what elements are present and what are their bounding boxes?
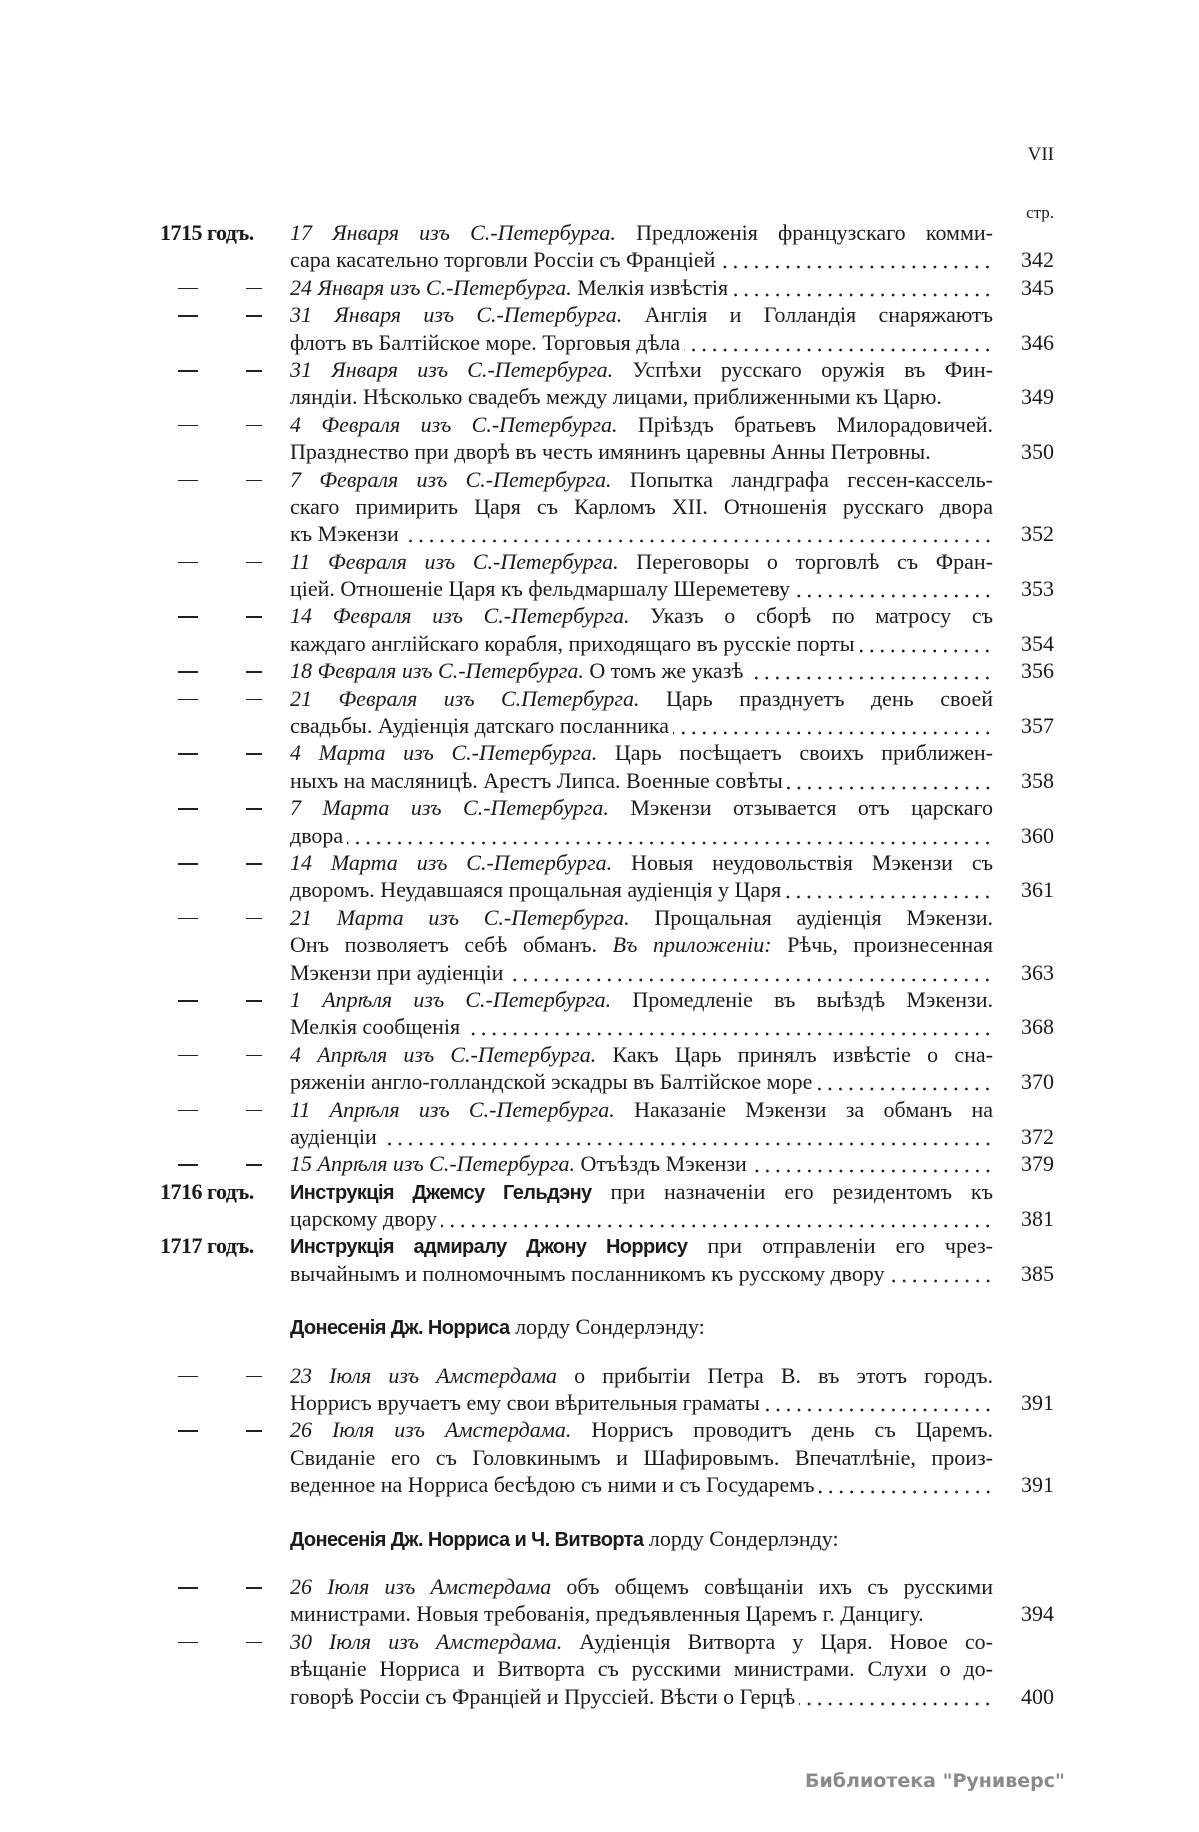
ditto-dash <box>178 480 198 482</box>
toc-row <box>0 630 1199 657</box>
ditto-dash <box>178 425 198 427</box>
toc-row <box>0 602 1199 629</box>
ditto-dash <box>246 1430 262 1432</box>
ditto-dash <box>178 370 198 372</box>
toc-row <box>0 548 1199 575</box>
ditto-dash <box>178 808 198 810</box>
dispatch-date: 1 Апрѣля изъ С.-Петербурга. <box>290 986 612 1012</box>
library-watermark: Библиотека "Руниверс" <box>805 1770 1065 1792</box>
ditto-dash <box>246 753 262 755</box>
ditto-dash <box>178 1110 198 1112</box>
entry-text: Царь посѣщаетъ своихъ приближен- <box>597 740 993 766</box>
entry-line <box>290 1313 993 1342</box>
entry-text: скаго примирить Царя съ Карломъ XII. Отношенія русскаго двора <box>290 493 993 519</box>
entry-line <box>290 876 993 903</box>
toc-row <box>0 1416 1199 1443</box>
entry-text <box>290 630 854 657</box>
entry-line <box>290 246 993 273</box>
entry-text <box>290 1068 812 1095</box>
entry-line <box>290 1362 993 1389</box>
toc-row <box>0 438 1199 465</box>
page-number[interactable]: 360 <box>1021 822 1054 848</box>
entry-text: сара касательно торговли Россіи съ Франціей <box>290 247 716 273</box>
toc-row <box>0 1600 1199 1627</box>
bold-title: Донесенія Дж. Норриса <box>290 1317 510 1340</box>
ditto-dash <box>178 1164 198 1166</box>
entry-text: Прощальная аудіенція Мэкензи. <box>629 904 993 930</box>
entry-text: Свиданіе его съ Головкинымъ и Шафировымъ. Впечатлѣніе, произ- <box>290 1444 993 1470</box>
ditto-dash <box>246 1642 262 1644</box>
toc-row <box>0 466 1199 493</box>
dispatch-date: 31 Января изъ С.-Петербурга. <box>290 356 614 382</box>
entry-line <box>290 1260 993 1287</box>
toc-row <box>0 794 1199 821</box>
toc-row <box>0 876 1199 903</box>
dispatch-date: 21 Февраля изъ С.Петербурга. <box>290 685 640 711</box>
toc-row <box>0 1389 1199 1416</box>
leader-dots <box>794 575 993 602</box>
leader-dots <box>347 822 993 849</box>
entry-line <box>290 1444 993 1471</box>
ditto-dash <box>246 288 262 290</box>
page-number[interactable]: 400 <box>1021 1683 1054 1709</box>
entry-text: объ общемъ совѣщаніи ихъ съ русскими <box>551 1573 993 1599</box>
toc-row <box>0 493 1199 520</box>
entry-text <box>290 438 931 465</box>
entry-line <box>290 1573 993 1600</box>
ditto-dash <box>246 370 262 372</box>
entry-line <box>290 520 993 547</box>
page-number[interactable]: 379 <box>1021 1151 1054 1177</box>
entry-text: флотъ въ Балтійское море. Торговыя дѣла <box>290 329 681 355</box>
entry-line <box>290 1471 993 1498</box>
year-label: 1717 годъ. <box>160 1233 254 1259</box>
entry-text: лорду Сондерлэнду: <box>643 1525 839 1551</box>
toc-row <box>0 822 1199 849</box>
entry-line <box>290 767 993 794</box>
dispatch-date: Въ приложеніи: <box>612 932 772 958</box>
dispatch-date: 26 Іюля изъ Амстердама <box>290 1573 552 1599</box>
entry-text: Отъѣздъ Мэкензи <box>575 1151 747 1177</box>
page-number[interactable]: 391 <box>1021 1390 1054 1416</box>
leader-dots <box>799 1683 993 1710</box>
entry-line <box>290 986 993 1013</box>
entry-line <box>290 1096 993 1123</box>
year-label: 1715 годъ. <box>160 220 254 245</box>
toc-row <box>0 301 1199 328</box>
entry-text: дворомъ. Неудавшаяся прощальная аудіенція у Царя <box>290 877 782 903</box>
dispatch-date: 7 Марта изъ С.-Петербурга. <box>290 795 609 821</box>
toc-row <box>0 1013 1199 1040</box>
ditto-dash <box>178 616 198 618</box>
leader-dots <box>507 959 993 986</box>
entry-line <box>290 1416 993 1443</box>
ditto-dash <box>178 1376 198 1378</box>
ditto-dash <box>246 562 262 564</box>
toc-row <box>0 1041 1199 1068</box>
entry-line <box>290 739 993 766</box>
entry-text: Мэкензи при аудіенціи <box>290 959 504 985</box>
toc-row <box>0 685 1199 712</box>
dispatch-date: 11 Февраля изъ С.-Петербурга. <box>290 548 619 574</box>
entry-line <box>290 1683 993 1710</box>
dispatch-date: 23 Іюля изъ Амстердама <box>290 1362 557 1388</box>
entry-line <box>290 959 993 986</box>
entry-text: лорду Сондерлэнду: <box>509 1314 705 1340</box>
leader-dots <box>751 1150 993 1177</box>
toc-row <box>0 1362 1199 1389</box>
entry-text: говорѣ Россіи съ Франціей и Пруссіей. Вѣсти о Герцѣ <box>290 1683 796 1709</box>
page-number[interactable]: 372 <box>1021 1123 1054 1149</box>
page-number[interactable]: 394 <box>1021 1601 1054 1627</box>
ditto-dash <box>178 1055 198 1057</box>
ditto-dash <box>246 425 262 427</box>
leader-dots <box>719 246 993 273</box>
entry-text <box>290 246 715 273</box>
entry-line <box>290 329 993 356</box>
ditto-dash <box>178 1642 198 1644</box>
toc-row <box>0 986 1199 1013</box>
page-number[interactable]: 361 <box>1021 877 1054 903</box>
leader-dots <box>732 274 993 301</box>
leader-dots <box>787 767 993 794</box>
toc-row <box>0 712 1199 739</box>
toc-row <box>0 383 1199 410</box>
entry-text: вѣщаніе Норриса и Витворта съ русскими министрами. Слухи о до- <box>290 1656 993 1682</box>
entry-text <box>290 1471 815 1498</box>
entry-line <box>290 301 993 328</box>
page-number[interactable]: 353 <box>1021 576 1054 602</box>
toc-row <box>0 1628 1199 1655</box>
page-number[interactable]: 363 <box>1021 959 1054 985</box>
leader-dots <box>816 1068 993 1095</box>
leader-dots <box>819 1471 993 1498</box>
entry-line <box>290 1525 993 1554</box>
toc-row <box>0 767 1199 794</box>
entry-text <box>290 329 680 356</box>
dispatch-date: 11 Апрѣля изъ С.-Петербурга. <box>290 1096 615 1122</box>
dispatch-date: 24 Января изъ С.-Петербурга. <box>290 274 572 300</box>
ditto-dash <box>246 1587 262 1589</box>
toc-row <box>0 1573 1199 1600</box>
year-label: 1716 годъ. <box>160 1178 254 1204</box>
entry-text: Какъ Царь принялъ извѣстіе о сна- <box>596 1041 993 1067</box>
entry-text: Царь празднуетъ день своей <box>639 685 993 711</box>
toc-row <box>0 1444 1199 1471</box>
entry-line <box>290 1232 993 1261</box>
toc-row <box>0 657 1199 684</box>
ditto-dash <box>246 1110 262 1112</box>
entry-text: свадьбы. Аудіенція датскаго посланника <box>290 713 669 739</box>
entry-text: Празднество при дворѣ въ честь имянинъ царевны Анны Петровны. <box>290 439 931 465</box>
ditto-dash <box>246 480 262 482</box>
entry-text: Наказаніе Мэкензи за обманъ на <box>614 1096 993 1122</box>
toc-row <box>0 575 1199 602</box>
leader-dots <box>764 1389 993 1416</box>
toc-row <box>0 1260 1199 1287</box>
dispatch-date: 31 Января изъ С.-Петербурга. <box>290 302 623 328</box>
page-number[interactable]: 370 <box>1021 1069 1054 1095</box>
dispatch-date: 15 Апрѣля изъ С.-Петербурга. <box>290 1151 575 1177</box>
entry-line <box>290 575 993 602</box>
page-number[interactable]: 352 <box>1021 521 1054 547</box>
page-number[interactable]: 349 <box>1021 384 1054 410</box>
ditto-dash <box>178 699 198 701</box>
leader-dots <box>403 520 993 547</box>
entry-line <box>290 602 993 629</box>
entry-text <box>290 520 399 547</box>
entry-text: Англія и Голландія снаряжаютъ <box>622 302 993 328</box>
toc-row <box>0 1232 1199 1259</box>
toc-row <box>0 1178 1199 1205</box>
entry-text: ряженіи англо-голландской эскадры въ Балтійское море <box>290 1069 813 1095</box>
entry-text: Аудіенція Витворта у Царя. Новое со- <box>562 1628 993 1654</box>
toc-row <box>0 931 1199 958</box>
entry-text: Предложенія французскаго комми- <box>615 220 993 245</box>
entry-text <box>290 1600 924 1627</box>
entry-text <box>290 383 942 410</box>
entry-line <box>290 1123 993 1150</box>
toc-row <box>0 520 1199 547</box>
ditto-dash <box>178 671 198 673</box>
entry-text: О томъ же указѣ <box>583 658 744 684</box>
toc-row <box>0 904 1199 931</box>
toc-row <box>0 1205 1199 1232</box>
entry-text: Норрисъ проводитъ день съ Царемъ. <box>571 1417 993 1443</box>
section-heading <box>0 1313 1199 1340</box>
toc-row <box>0 246 1199 273</box>
leader-dots <box>464 1013 993 1040</box>
entry-text: ціей. Отношеніе Царя къ фельдмаршалу Шереметеву <box>290 576 790 602</box>
entry-text: Мелкія сообщенія <box>290 1014 461 1040</box>
entry-text <box>290 657 743 684</box>
ditto-dash <box>178 863 198 865</box>
page-number[interactable]: 350 <box>1021 439 1054 465</box>
ditto-dash <box>178 315 198 317</box>
entry-text: Мэкензи отзывается отъ царскаго <box>608 795 993 821</box>
ditto-dash <box>246 671 262 673</box>
entry-text: царскому двору <box>290 1206 438 1232</box>
dispatch-date: 21 Марта изъ С.-Петербурга. <box>290 904 630 930</box>
ditto-dash <box>246 1164 262 1166</box>
entry-line <box>290 1178 993 1207</box>
entry-text: ныхъ на масляницѣ. Арестъ Липса. Военные совѣты <box>290 767 783 793</box>
page-column-label: стр. <box>1026 203 1054 222</box>
page-number[interactable]: 358 <box>1021 767 1054 793</box>
entry-text: ляндіи. Нѣсколько свадебъ между лицами, приближенными къ Царю. <box>290 384 942 410</box>
entry-text <box>290 1260 885 1287</box>
entry-line <box>290 1150 993 1177</box>
leader-dots <box>858 630 993 657</box>
entry-text <box>290 1150 747 1177</box>
entry-line <box>290 822 993 849</box>
entry-line <box>290 356 993 383</box>
entry-line <box>290 219 993 246</box>
ditto-dash <box>246 616 262 618</box>
ditto-dash <box>246 918 262 920</box>
dispatch-date: 4 Апрѣля изъ С.-Петербурга. <box>290 1041 597 1067</box>
page-number-folio: VII <box>1027 144 1054 165</box>
entry-text <box>290 876 781 903</box>
toc-row <box>0 356 1199 383</box>
entry-text <box>290 1389 760 1416</box>
entry-text <box>290 274 728 301</box>
dispatch-date: 4 Февраля изъ С.-Петербурга. <box>290 411 618 437</box>
section-heading <box>0 1525 1199 1552</box>
ditto-dash <box>246 699 262 701</box>
entry-line <box>290 1389 993 1416</box>
entry-line <box>290 849 993 876</box>
entry-text <box>290 1683 795 1710</box>
entry-text: Мелкія извѣстія <box>571 274 729 300</box>
entry-text: къ Мэкензи <box>290 521 399 547</box>
page-number[interactable]: 356 <box>1021 658 1054 684</box>
entry-text: при назначеніи его резидентомъ къ <box>591 1178 993 1204</box>
entry-line <box>290 438 993 465</box>
ditto-dash <box>178 1430 198 1432</box>
entry-text: Успѣхи русскаго оружія въ Фин- <box>613 356 993 382</box>
ditto-dash <box>246 863 262 865</box>
toc-row <box>0 849 1199 876</box>
toc-row <box>0 959 1199 986</box>
entry-text <box>290 1013 460 1040</box>
ditto-dash <box>178 1000 198 1002</box>
entry-line <box>290 1628 993 1655</box>
toc-row <box>0 739 1199 766</box>
entry-text <box>290 1123 377 1150</box>
entry-line <box>290 712 993 739</box>
entry-text: Пріѣздъ братьевъ Милорадовичей. <box>617 411 993 437</box>
entry-line <box>290 411 993 438</box>
dispatch-date: 18 Февраля изъ С.-Петербурга. <box>290 658 584 684</box>
entry-line <box>290 657 993 684</box>
entry-text <box>290 1205 437 1232</box>
dispatch-date: 14 Февраля изъ С.-Петербурга. <box>290 603 630 629</box>
entry-line <box>290 383 993 410</box>
entry-text: Онъ позволяетъ себѣ обманъ. <box>290 932 613 958</box>
entry-line <box>290 630 993 657</box>
ditto-dash <box>246 1055 262 1057</box>
toc-row <box>0 1150 1199 1177</box>
entry-text: Новыя неудовольствія Мэкензи съ <box>612 849 993 875</box>
bold-title: Инструкція Джемсу Гельдэну <box>290 1181 592 1204</box>
entry-line <box>290 1205 993 1232</box>
toc-row <box>0 1683 1199 1710</box>
page-number[interactable]: 354 <box>1021 630 1054 656</box>
entry-line <box>290 493 993 520</box>
entry-line <box>290 1600 993 1627</box>
entry-line <box>290 685 993 712</box>
ditto-dash <box>246 1376 262 1378</box>
entry-line <box>290 1013 993 1040</box>
entry-text: каждаго англійскаго корабля, приходящаго въ русскіе порты <box>290 630 855 656</box>
page-number[interactable]: 391 <box>1021 1472 1054 1498</box>
toc-row <box>0 329 1199 356</box>
page-number[interactable]: 385 <box>1021 1260 1054 1286</box>
entry-text <box>290 575 790 602</box>
leader-dots <box>381 1123 993 1150</box>
entry-text <box>290 767 783 794</box>
ditto-dash <box>246 315 262 317</box>
leader-dots <box>889 1260 993 1287</box>
dispatch-date: 14 Марта изъ С.-Петербурга. <box>290 849 613 875</box>
entry-text: Промедленіе въ выѣздѣ Мэкензи. <box>611 986 993 1012</box>
entry-text: министрами. Новыя требованія, предъявленныя Царемъ г. Данцигу. <box>290 1601 924 1627</box>
dispatch-date: 26 Іюля изъ Амстердама. <box>290 1417 572 1443</box>
ditto-dash <box>178 1587 198 1589</box>
ditto-dash <box>246 1000 262 1002</box>
page-number[interactable]: 381 <box>1021 1206 1054 1232</box>
entry-text: аудіенціи <box>290 1123 377 1149</box>
ditto-dash <box>178 562 198 564</box>
bold-title: Донесенія Дж. Норриса и Ч. Витворта <box>290 1528 644 1551</box>
dispatch-date: 17 Января изъ С.-Петербурга. <box>290 220 616 245</box>
toc-row <box>0 1068 1199 1095</box>
entry-text: Указъ о сборѣ по матросу съ <box>629 603 993 629</box>
page-number[interactable]: 357 <box>1021 713 1054 739</box>
entry-text: веденное на Норриса бесѣдою съ ними и съ Государемъ <box>290 1472 815 1498</box>
entry-text <box>290 959 503 986</box>
entry-line <box>290 1068 993 1095</box>
entry-text <box>290 712 669 739</box>
entry-line <box>290 466 993 493</box>
entry-text: при отправленіи его чрез- <box>687 1233 994 1259</box>
entry-text: Норрисъ вручаетъ ему свои вѣрительныя граматы <box>290 1390 760 1416</box>
ditto-dash <box>246 808 262 810</box>
toc-row <box>0 1655 1199 1682</box>
toc-row <box>0 411 1199 438</box>
entry-line <box>290 794 993 821</box>
table-of-contents <box>0 219 1199 1710</box>
leader-dots <box>673 712 993 739</box>
page-number[interactable]: 345 <box>1021 274 1054 300</box>
entry-text: Попытка ландграфа гессен-кассель- <box>611 466 993 492</box>
leader-dots <box>747 657 993 684</box>
ditto-dash <box>178 288 198 290</box>
page-number[interactable]: 342 <box>1021 247 1054 273</box>
entry-line <box>290 931 993 958</box>
entry-line <box>290 548 993 575</box>
dispatch-date: 7 Февраля изъ С.-Петербурга. <box>290 466 612 492</box>
toc-row <box>0 1471 1199 1498</box>
dispatch-date: 4 Марта изъ С.-Петербурга. <box>290 740 598 766</box>
entry-line <box>290 1655 993 1682</box>
dispatch-date: 30 Іюля изъ Амстердама. <box>290 1628 563 1654</box>
page-number[interactable]: 346 <box>1021 329 1054 355</box>
entry-text: вычайнымъ и полномочнымъ посланникомъ къ русскому двору <box>290 1260 885 1286</box>
entry-line <box>290 274 993 301</box>
entry-text: двора <box>290 822 344 848</box>
ditto-dash <box>178 753 198 755</box>
entry-line <box>290 1041 993 1068</box>
entry-text <box>290 822 343 849</box>
entry-text: о прибытіи Петра В. въ этотъ городъ. <box>557 1362 993 1388</box>
entry-line <box>290 904 993 931</box>
entry-text: Переговоры о торговлѣ съ Фран- <box>618 548 993 574</box>
page-number[interactable]: 368 <box>1021 1014 1054 1040</box>
leader-dots <box>684 329 993 356</box>
entry-text: Рѣчь, произнесенная <box>771 932 993 958</box>
toc-row <box>0 1096 1199 1123</box>
ditto-dash <box>178 918 198 920</box>
toc-row <box>0 1123 1199 1150</box>
leader-dots <box>785 876 993 903</box>
toc-row <box>0 274 1199 301</box>
bold-title: Инструкція адмиралу Джону Норрису <box>290 1236 688 1259</box>
leader-dots <box>441 1205 993 1232</box>
toc-row <box>0 219 1199 246</box>
